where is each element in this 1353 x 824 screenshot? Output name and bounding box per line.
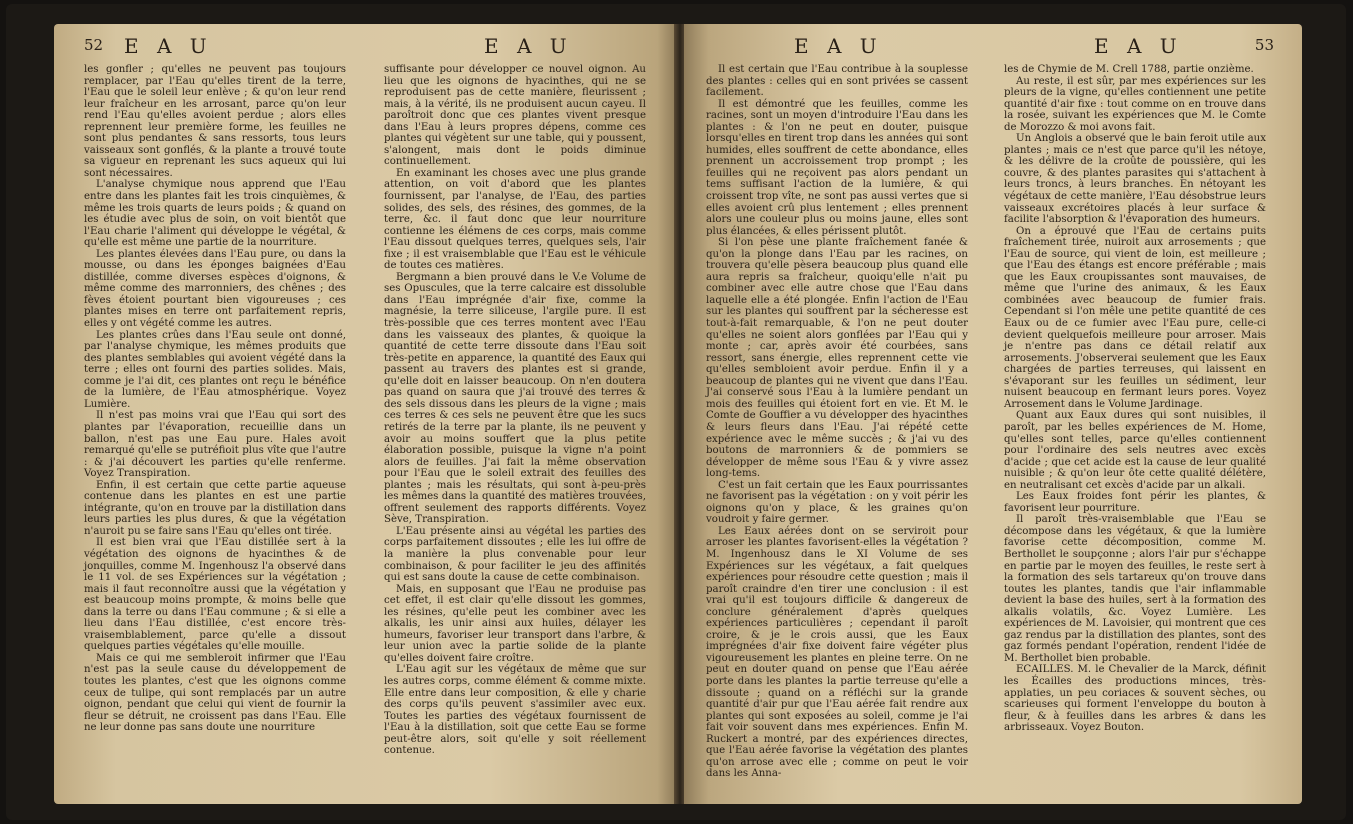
- paragraph: Il est bien vrai que l'Eau distillée sert à la végétation des oignons de hyacinthes & de jonquilles, comme M. Ingenhousz l'a observé dans le 11 vol. de ses Expériences sur la végétation ; mais il faut reconnoître aussi que la végétation y est beaucoup moins prompte, & moins belle que dans la terre ou dans l'Eau commune ; & si elle a lieu dans l'Eau distillée, c'est encore très-vraisemblablement, parce qu'elle a dissout quelques parties végétales qu'elle mouille.: [84, 537, 346, 653]
- right-page: [684, 24, 1302, 804]
- paragraph: Il est démontré que les feuilles, comme les racines, sont un moyen d'introduire l'Eau dans les plantes : & l'on ne peut en douter, puisque lorsqu'elles en tirent trop dans les années qui sont humides, elles souffrent de cette abondance, elles prennent un accroissement trop prompt ; les feuilles qui ne reçoivent pas alors pendant un tems suffisant l'action de la lumière, & qui croissent trop vîte, ne sont pas aussi vertes que si elles avoient crû plus lentement ; elles prennent alors une couleur plus ou moins jaune, elles sont plus élancées, & elles périssent plutôt.: [706, 98, 968, 237]
- paragraph: En examinant les choses avec une plus grande attention, on voit d'abord que les plantes fournissent, par l'analyse, de l'Eau, des parties solides, des sels, des résines, des gommes, de la terre, &c. il faut donc que leur nourriture contienne les élémens de ces corps, mais comme l'Eau dissout quelques terres, quelques sels, l'air fixe ; il est vraisemblable que l'Eau est le véhicule de toutes ces matières.: [384, 167, 646, 272]
- paragraph: Si l'on pèse une plante fraîchement fanée & qu'on la plonge dans l'Eau par les racines, on trouvera qu'elle pèsera beaucoup plus quand elle aura repris sa fraîcheur, quoiqu'elle n'ait pu combiner avec elle autre chose que l'Eau dans laquelle elle a été plongée. Enfin l'action de l'Eau sur les plantes qui souffrent par la sécheresse est tout-à-fait remarquable, & l'on ne peut douter qu'elles ne soient alors gonflées par l'Eau qui y monte ; car, après avoir été courbées, sans ressort, sans énergie, elles reprennent cette vie qu'elles sembloient avoir perdue. Enfin il y a beaucoup de plantes qui ne vivent que dans l'Eau. J'ai conservé sous l'Eau à la lumière pendant un mois des feuilles qui étoient fort en vie. Et M. le Comte de Gouffier a vu développer des hyacinthes & leurs fleurs dans l'Eau. J'ai répété cette expérience avec le même succès ; & j'ai vu des boutons de marronniers & de pommiers se développer de même sous l'Eau & y vivre assez long-tems.: [706, 237, 968, 480]
- running-head: E A U: [794, 34, 883, 58]
- text-column: [1004, 64, 1266, 734]
- text-column: [706, 64, 968, 780]
- book-spread: [6, 4, 1346, 820]
- paragraph: Bergmann a bien prouvé dans le V.e Volume de ses Opuscules, que la terre calcaire est dissoluble dans l'Eau imprégnée d'air fixe, comme la magnésie, la terre siliceuse, l'argile pure. Il est très-possible que ces terres montent avec l'Eau dans les vaisseaux des plantes, & quoique la quantité de cette terre dissoute dans l'Eau soit très-petite en apparence, la quantité des Eaux qui passent au travers des plantes est si grande, qu'elle doit en laisser beaucoup. On n'en doutera pas quand on saura que j'ai trouvé des terres & des sels dissous dans les pleurs de la vigne ; mais ces terres & ces sels ne peuvent être que les sucs retirés de la terre par la plante, ils ne peuvent y avoir au moins souffert que la plus petite élaboration possible, puisque la vigne n'a point alors de feuilles. J'ai fait la même observation pour l'Eau que le soleil extrait des feuilles des plantes ; mais les résultats, qui sont à-peu-près les mêmes dans la quantité des matières trouvées, offrent seulement des rapports différents. Voyez Sève, Transpiration.: [384, 271, 646, 526]
- paragraph: Les Eaux aérées dont on se serviroit pour arroser les plantes favorisent-elles la végétation ? M. Ingenhousz dans le XI Volume de ses Expériences sur les végétaux, a fait quelques expériences pour résoudre cette question ; mais il paroît craindre d'en tirer une conclusion : il est vrai qu'il est toujours difficile & dangereux de conclure généralement d'après quelques expériences particulières ; cependant il paroît croire, & je le crois aussi, que les Eaux imprégnées d'air fixe doivent faire végéter plus vigoureusement les plantes en pleine terre. On ne peut en douter quand on pense que l'Eau aérée porte dans les plantes la partie terreuse qu'elle a dissoute ; quand on a réfléchi sur la grande quantité d'air pur que l'Eau aérée fait rendre aux plantes qui sont exposées au soleil, comme je l'ai fait voir souvent dans mes expériences. Enfin M. Ruckert a montré, par des expériences directes, que l'Eau aérée favorise la végétation des plantes qu'on arrose avec elle ; comme on peut le voir dans les Anna-: [706, 525, 968, 780]
- paragraph: Au reste, il est sûr, par mes expériences sur les pleurs de la vigne, qu'elles contiennent une petite quantité d'air fixe : tout comme on en trouve dans la rosée, suivant les expériences que M. le Comte de Morozzo & moi avons fait.: [1004, 75, 1266, 133]
- paragraph: les gonfler ; qu'elles ne peuvent pas toujours remplacer, par l'Eau qu'elles tirent de la terre, l'Eau que le soleil leur enlève ; & qu'on leur rend leur fraîcheur en les arrosant, parce qu'on leur rend l'Eau qu'elles avoient perdue ; alors elles reprennent leur première forme, les feuilles ne sont plus pendantes & sans ressorts, tous leurs vaisseaux sont gonflés, & la plante a trouvé toute sa vigueur en reprenant les sucs aqueux qui lui sont nécessaires.: [84, 64, 346, 179]
- paragraph: les de Chymie de M. Crell 1788, partie onzième.: [1004, 64, 1254, 75]
- paragraph: Les plantes crûes dans l'Eau seule ont donné, par l'analyse chymique, les mêmes produits que des plantes semblables qui avoient végété dans la terre ; elles ont fourni des parties solides. Mais, comme je l'ai dit, ces plantes ont reçu le bénéfice de la lumière, de l'Eau atmosphérique. Voyez Lumière.: [84, 329, 346, 410]
- paragraph: L'Eau présente ainsi au végétal les parties des corps parfaitement dissoutes ; elle les lui offre de la manière la plus convenable pour leur combinaison, & pour faciliter le jeu des affinités qui est sans doute la cause de cette combinaison.: [384, 525, 646, 584]
- paragraph: Quant aux Eaux dures qui sont nuisibles, il paroît, par les belles expériences de M. Home, qu'elles sont telles, parce qu'elles contiennent pour l'ordinaire des sels neutres avec excès d'acide ; que cet acide est la cause de leur qualité nuisible ; & qu'on leur ôte cette qualité délétère, en neutralisant cet excès d'acide par un alkali.: [1004, 410, 1266, 491]
- paragraph: Un Anglois a observé que le bain feroit utile aux plantes ; mais ce n'est que parce qu'il les nétoye, & les délivre de la croûte de poussière, qui les couvre, & des plantes parasites qui s'attachent à leurs troncs, à leurs branches. En nétoyant les végétaux de cette manière, l'Eau désobstrue leurs vaisseaux excrétoires placés à leur surface & facilite l'absorption & l'évaporation des humeurs.: [1004, 133, 1266, 226]
- paragraph: C'est un fait certain que les Eaux pourrissantes ne favorisent pas la végétation : on y voit périr les oignons qu'on y place, & les graines qu'on voudroit y faire germer.: [706, 479, 968, 526]
- paragraph: Il paroît très-vraisemblable que l'Eau se décompose dans les végétaux, & que la lumière favorise cette décomposition, comme M. Berthollet le soupçonne ; alors l'air pur s'échappe en partie par le moyen des feuilles, le reste sert à la formation des sels tartareux qu'on trouve dans toutes les plantes, tandis que l'air inflammable devient la base des huiles, sert à la formation des alkalis volatils, &c. Voyez Lumière. Les expériences de M. Lavoisier, qui montrent que ces gaz rendus par la distillation des plantes, sont des gaz formés pendant l'opération, rendent l'idée de M. Berthollet bien probable.: [1004, 514, 1266, 664]
- running-head: E A U: [124, 34, 213, 58]
- paragraph: Mais ce qui me sembleroit infirmer que l'Eau n'est pas la seule cause du développement de toutes les plantes, c'est que les oignons comme ceux de tulipe, qui sont remplacés par un autre oignon, pendant que celui qui vient de fournir la fleur se détruit, ne croissent pas dans l'Eau. Elle ne leur donne pas sans doute une nourriture: [84, 652, 346, 734]
- paragraph: suffisante pour développer ce nouvel oignon. Au lieu que les oignons de hyacinthes, qui ne se reproduisent pas de cette manière, fleurissent ; mais, à la vérité, ils ne produisent aucun cayeu. Il paroîtroit donc que ces plantes vivent presque dans l'Eau à leurs propres dépens, comme ces plantes qui végètent sur une table, qui y poussent, s'alongent, mais dont le poids diminue continuellement.: [384, 64, 646, 168]
- page-number: 52: [84, 36, 104, 54]
- paragraph: Il est certain que l'Eau contribue à la souplesse des plantes : celles qui en sont privées se cassent facilement.: [706, 64, 968, 99]
- paragraph: Il n'est pas moins vrai que l'Eau qui sort des plantes par l'évaporation, recueillie dans un ballon, n'est pas une Eau pure. Hales avoit remarqué qu'elle se putréfioit plus vîte que l'autre : & j'ai découvert les parties qu'elle renferme. Voyez Transpiration.: [84, 410, 346, 480]
- paragraph: Mais, en supposant que l'Eau ne produise pas cet effet, il est clair qu'elle dissout les gommes, les résines, qu'elle peut les combiner avec les alkalis, les unir ainsi aux huiles, délayer les humeurs, favoriser leur transport dans l'arbre, & leur union avec la partie solide de la plante qu'elles doivent faire croître.: [384, 583, 646, 664]
- text-column: [384, 64, 646, 757]
- paragraph: ECAILLES. M. le Chevalier de la Marck, définit les Écailles des productions minces, très-applaties, un peu coriaces & souvent sèches, ou scarieuses qui forment l'enveloppe du bouton à fleur, & à feuilles dans les arbres & dans les arbrisseaux. Voyez Bouton.: [1004, 664, 1266, 734]
- left-page-header: [54, 32, 676, 62]
- paragraph: On a éprouvé que l'Eau de certains puits fraîchement tirée, nuiroit aux arrosements ; que l'Eau de source, qui vient de loin, est meilleure ; que l'Eau des étangs est encore préférable ; mais que les Eaux croupissantes sont mauvaises, de même que l'urine des animaux, & les Eaux combinées avec beaucoup de fumier frais. Cependant si l'on mêle une petite quantité de ces Eaux ou de ce fumier avec l'Eau pure, celle-ci devient quelquefois meilleure pour arroser. Mais je n'entre pas dans ce détail relatif aux arrosements. J'observerai seulement que les Eaux chargées de parties terreuses, qui laissent en s'évaporant sur les feuilles un sédiment, leur nuisent beaucoup en fermant leurs pores. Voyez Arrosement dans le Volume Jardinage.: [1004, 225, 1266, 410]
- paragraph: Les Eaux froides font périr les plantes, & favorisent leur pourriture.: [1004, 491, 1266, 514]
- paragraph: Les plantes élevées dans l'Eau pure, ou dans la mousse, ou dans les éponges baignées d'Eau distillée, comme diverses espèces d'oignons, & même comme des marronniers, des chênes ; des fèves étoient pourtant bien vigoureuses ; ces plantes mises en terre ont parfaitement repris, elles y ont végété comme les autres.: [84, 248, 346, 330]
- page-number: 53: [1254, 36, 1274, 54]
- paragraph: Enfin, il est certain que cette partie aqueuse contenue dans les plantes en est une partie intégrante, qu'on en trouve par la distillation dans leurs parties les plus dures, & que la végétation n'auroit pu se faire sans l'Eau qu'elles ont tirée.: [84, 479, 346, 537]
- paragraph: L'Eau agit sur les végétaux de même que sur les autres corps, comme élément & comme mixte. Elle entre dans leur composition, & elle y charie des corps qu'ils peuvent s'assimiler avec eux. Toutes les parties des végétaux fournissent de l'Eau à la distillation, soit que cette Eau se forme peut-être alors, soit qu'elle y soit réellement contenue.: [384, 664, 646, 757]
- right-page-header: [684, 32, 1302, 62]
- running-head: E A U: [1094, 34, 1183, 58]
- paragraph: L'analyse chymique nous apprend que l'Eau entre dans les plantes fait les trois cinquièmes, & même les trois quarts de leurs poids ; & quand on les étudie avec plus de soin, on voit bientôt que l'Eau charie l'aliment qui développe le végétal, & qu'elle est même une partie de la nourriture.: [84, 179, 346, 249]
- left-page: [54, 24, 676, 804]
- running-head: E A U: [484, 34, 573, 58]
- text-column: [84, 64, 346, 734]
